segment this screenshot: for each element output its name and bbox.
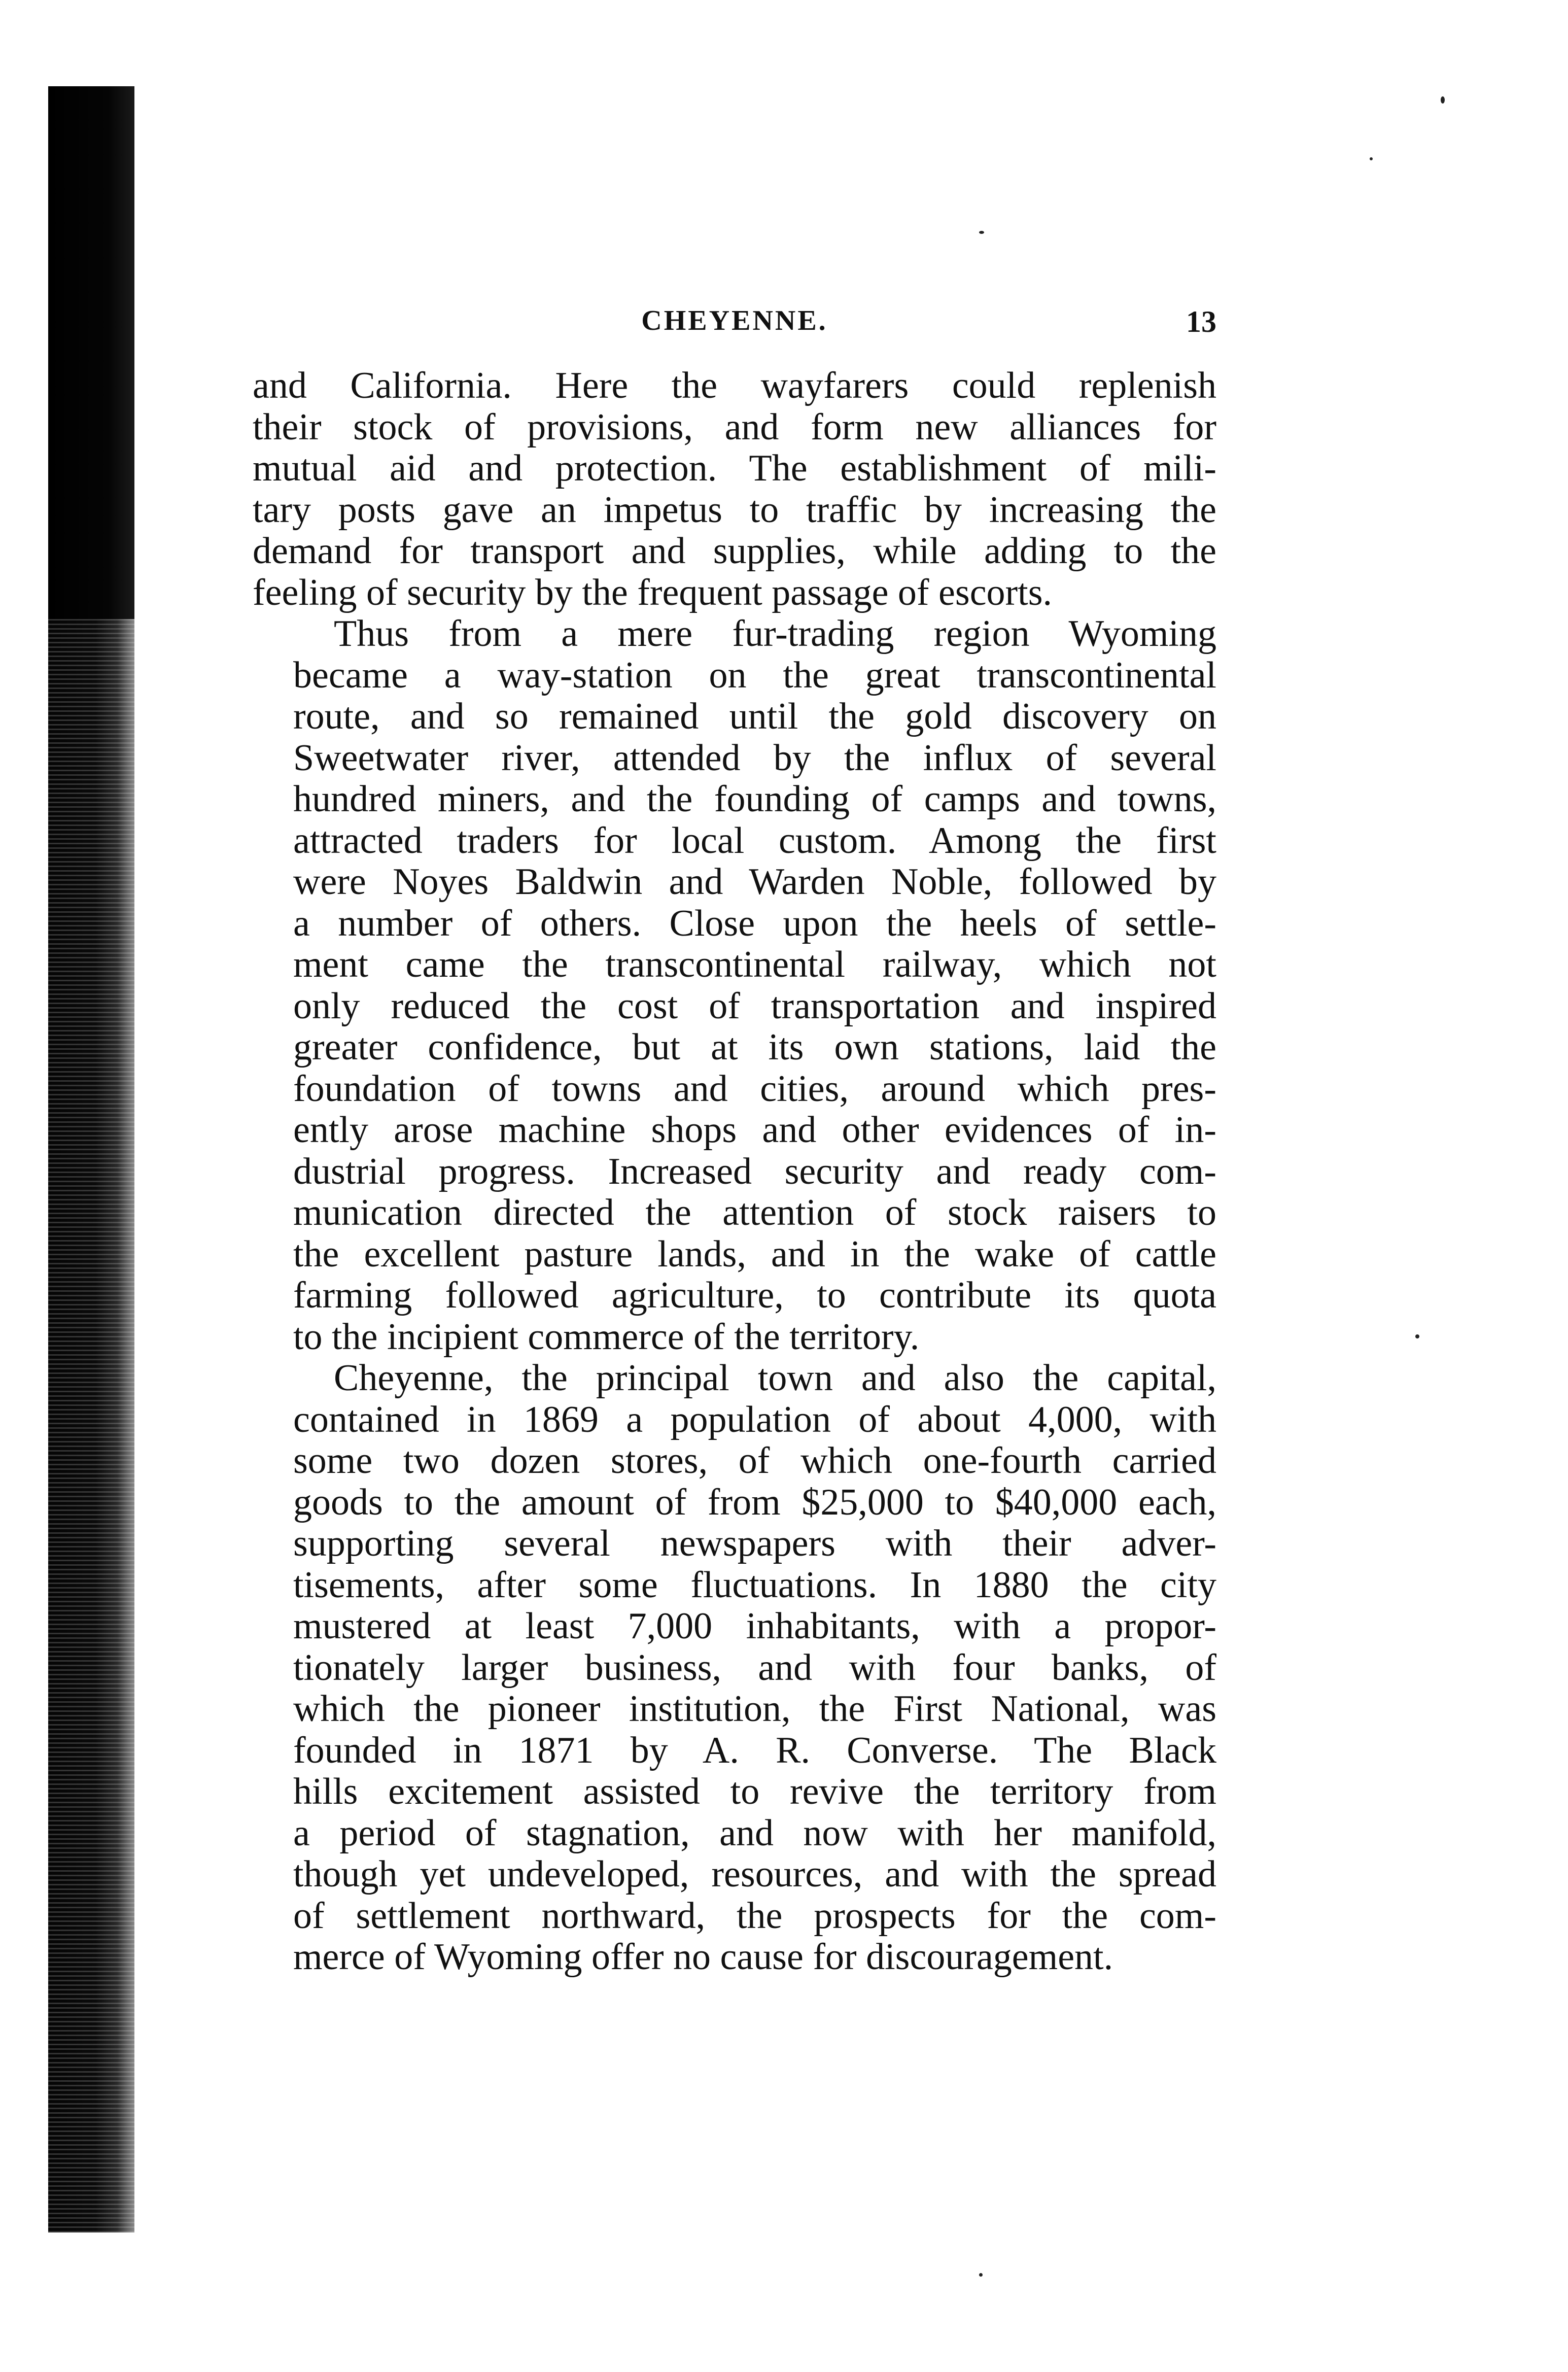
body-text bbox=[253, 365, 1216, 1978]
page-number: 13 bbox=[1186, 305, 1216, 338]
scan-speck bbox=[1415, 1334, 1419, 1338]
text-line: ently arose machine shops and other evidences of in- bbox=[293, 1109, 1216, 1151]
text-line: mutual aid and protection. The establishment of mili- bbox=[253, 448, 1216, 489]
text-line: ment came the transcontinental railway, which not bbox=[293, 944, 1216, 985]
text-line: their stock of provisions, and form new alliances for bbox=[253, 406, 1216, 448]
paragraph-2 bbox=[253, 613, 1216, 1358]
text-line: a number of others. Close upon the heels of settle- bbox=[293, 902, 1216, 944]
text-line: and California. Here the wayfarers could replenish bbox=[253, 365, 1216, 406]
text-line: foundation of towns and cities, around which pres- bbox=[293, 1068, 1216, 1110]
text-line: attracted traders for local custom. Among the first bbox=[293, 819, 1216, 862]
scan-speck bbox=[979, 231, 984, 234]
text-line: became a way-station on the great transcontinental bbox=[293, 654, 1216, 696]
text-line: some two dozen stores, of which one-fourth carried bbox=[293, 1440, 1216, 1482]
text-line: hills excitement assisted to revive the territory from bbox=[293, 1771, 1216, 1812]
text-line: founded in 1871 by A. R. Converse. The Black bbox=[293, 1729, 1216, 1771]
text-line: route, and so remained until the gold discovery on bbox=[293, 696, 1216, 737]
text-line: of settlement northward, the prospects for the com- bbox=[293, 1895, 1216, 1937]
text-line: the excellent pasture lands, and in the wake of cattle bbox=[293, 1233, 1216, 1275]
running-title: CHEYENNE. bbox=[641, 305, 828, 336]
text-line: to the incipient commerce of the territory. bbox=[293, 1316, 920, 1358]
text-line: goods to the amount of from $25,000 to $40,000 each, bbox=[293, 1481, 1216, 1523]
paragraph-1 bbox=[253, 365, 1216, 613]
running-head bbox=[253, 304, 1216, 350]
text-line: Thus from a mere fur-trading region Wyoming bbox=[334, 613, 1216, 655]
text-line: though yet undeveloped, resources, and with the spread bbox=[293, 1853, 1216, 1895]
paragraph-3 bbox=[253, 1358, 1216, 1978]
text-line: a period of stagnation, and now with her manifold, bbox=[293, 1812, 1216, 1854]
text-line: contained in 1869 a population of about 4,000, with bbox=[293, 1398, 1216, 1440]
text-line: hundred miners, and the founding of camps and towns, bbox=[293, 778, 1216, 820]
text-line: merce of Wyoming offer no cause for discouragement. bbox=[293, 1936, 1113, 1978]
text-line: greater confidence, but at its own stations, laid the bbox=[293, 1026, 1216, 1068]
text-line: munication directed the attention of stock raisers to bbox=[293, 1192, 1216, 1233]
text-line: tionately larger business, and with four banks, of bbox=[293, 1646, 1216, 1689]
binding-edge-upper bbox=[48, 86, 134, 619]
text-line: only reduced the cost of transportation and inspired bbox=[293, 985, 1216, 1027]
text-line: supporting several newspapers with their adver- bbox=[293, 1523, 1216, 1564]
text-line: feeling of security by the frequent passage of escorts. bbox=[253, 571, 1053, 613]
scan-speck bbox=[1370, 157, 1373, 160]
text-line: which the pioneer institution, the First National, was bbox=[293, 1688, 1216, 1730]
text-line: dustrial progress. Increased security and ready com- bbox=[293, 1150, 1216, 1192]
text-line: farming followed agriculture, to contribute its quota bbox=[293, 1275, 1216, 1316]
text-line: mustered at least 7,000 inhabitants, with a propor- bbox=[293, 1605, 1216, 1647]
text-line: tisements, after some fluctuations. In 1880 the city bbox=[293, 1564, 1216, 1606]
scan-speck bbox=[1441, 96, 1445, 104]
text-line: were Noyes Baldwin and Warden Noble, followed by bbox=[293, 861, 1216, 903]
text-line: demand for transport and supplies, while adding to the bbox=[253, 530, 1216, 572]
text-line: tary posts gave an impetus to traffic by increasing the bbox=[253, 489, 1216, 531]
scan-speck bbox=[979, 2273, 983, 2277]
text-line: Cheyenne, the principal town and also the capital, bbox=[334, 1357, 1216, 1399]
text-line: Sweetwater river, attended by the influx of several bbox=[293, 737, 1216, 779]
